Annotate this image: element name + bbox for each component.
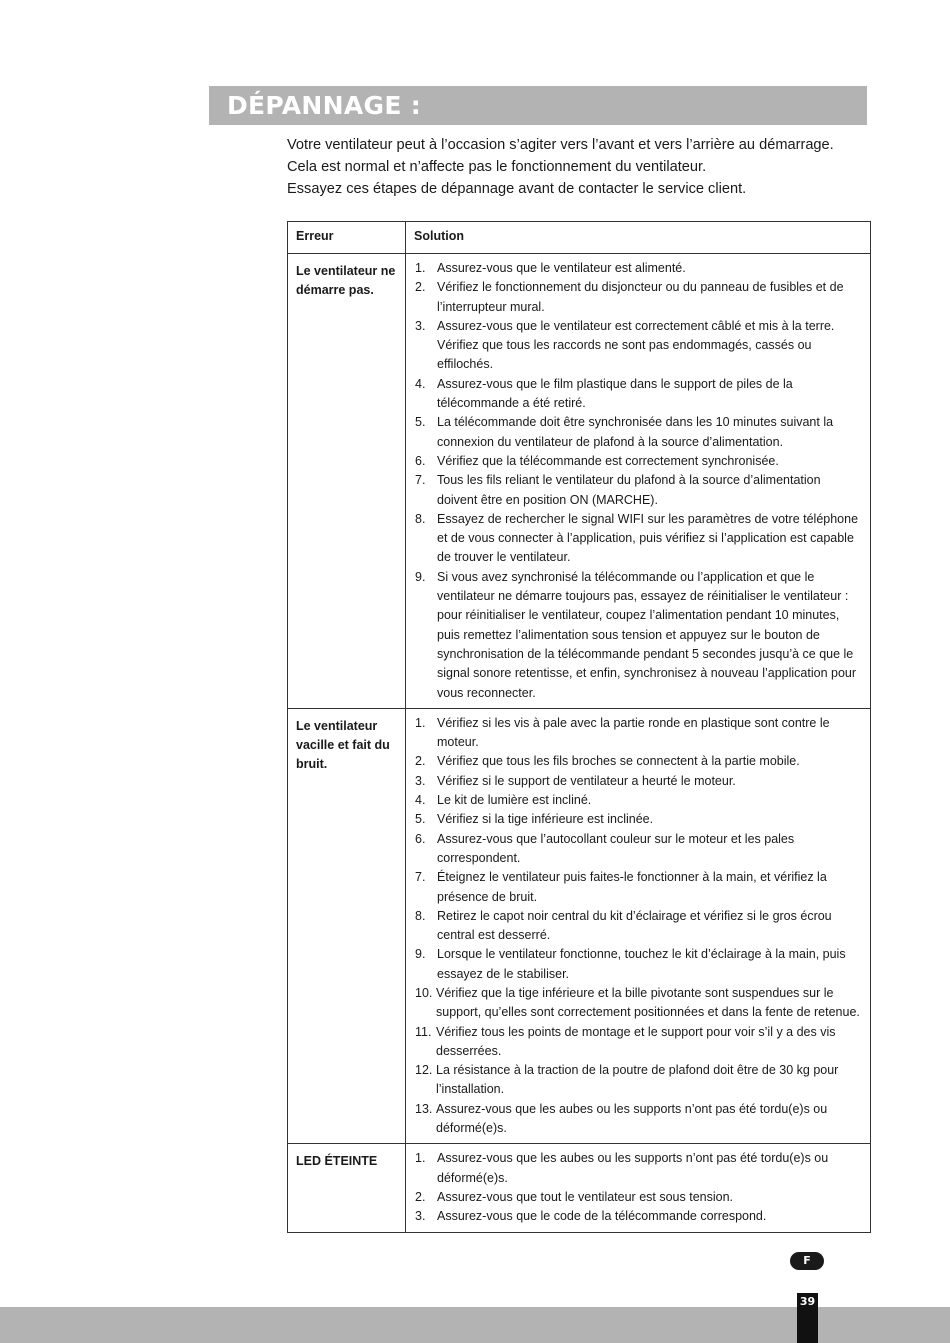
language-badge: F [790,1252,824,1270]
solution-steps [415,259,862,703]
step-number: 8. [415,908,426,923]
error-cell: Le ventilateur vacille et fait du bruit. [288,708,406,1144]
list-item [415,1207,862,1226]
column-header-error: Erreur [288,222,406,254]
step-number: 9. [415,569,426,584]
list-item [415,810,862,829]
list-item [415,375,862,414]
step-text: Vérifiez tous les points de montage et le support pour voir s’il y a des vis desserrées. [436,1024,836,1058]
step-text: Assurez-vous que l’autocollant couleur sur le moteur et les pales correspondent. [437,831,795,865]
step-text: Vérifiez que la tige inférieure et la bille pivotante sont suspendues sur le support, qu’elles sont correctement positionnées et dans la fente de retenue. [436,985,860,1020]
step-text: Vérifiez si la tige inférieure est inclinée. [437,812,654,827]
list-item [415,868,862,907]
step-number: 2. [415,754,426,769]
step-text: Éteignez le ventilateur puis faites-le fonctionner à la main, et vérifiez la présence de bruit. [437,870,827,904]
step-text: Vérifiez que la télécommande est correctement synchronisée. [437,453,779,468]
intro-text [287,134,887,200]
step-number: 13. [415,1101,433,1116]
list-item [415,471,862,510]
list-item [415,714,862,753]
step-number: 10. [415,985,433,1000]
step-number: 5. [415,415,426,430]
column-header-solution: Solution [406,222,871,254]
step-text: Assurez-vous que le ventilateur est correctement câblé et mis à la terre. Vérifiez que tous les raccords ne sont pas endommagés, cassés ou effilochés. [437,318,835,372]
step-text: Assurez-vous que les aubes ou les supports n’ont pas été tordu(e)s ou déformé(e)s. [436,1101,828,1136]
list-item [415,791,862,810]
step-text: Lorsque le ventilateur fonctionne, touchez le kit d’éclairage à la main, puis essayez de le stabiliser. [437,947,846,981]
intro-line: Cela est normal et n’affecte pas le fonctionnement du ventilateur. [287,159,707,175]
step-number: 9. [415,947,426,962]
intro-line: Votre ventilateur peut à l’occasion s’agiter vers l’avant et vers l’arrière au démarrage. [287,137,834,153]
list-item [415,1023,862,1062]
list-item [415,568,862,703]
intro-line: Essayez ces étapes de dépannage avant de contacter le service client. [287,181,747,197]
list-item [415,510,862,568]
table-row [288,1144,871,1232]
list-item [415,984,862,1023]
list-item [415,907,862,946]
step-text: Le kit de lumière est incliné. [437,793,592,808]
error-cell: Le ventilateur ne démarre pas. [288,254,406,709]
table-row [288,708,871,1144]
step-number: 3. [415,773,426,788]
step-text: Assurez-vous que le film plastique dans le support de piles de la télécommande a été retiré. [437,376,793,411]
list-item [415,278,862,317]
step-number: 2. [415,280,426,295]
table-header-row [288,222,871,254]
page-title: DÉPANNAGE : [227,91,421,120]
table-row [288,254,871,709]
list-item [415,1100,862,1139]
solution-cell [406,708,871,1144]
step-text: Essayez de rechercher le signal WIFI sur les paramètres de votre téléphone et de vous connecter à l’application, puis vérifiez si l’application est capable de trouver le ventilateur. [437,511,859,565]
step-number: 12. [415,1063,433,1078]
error-cell: LED ÉTEINTE [288,1144,406,1232]
list-item [415,317,862,375]
troubleshooting-table [287,221,871,1233]
solution-cell [406,1144,871,1232]
step-number: 3. [415,318,426,333]
step-text: Assurez-vous que tout le ventilateur est sous tension. [437,1189,733,1204]
step-text: Retirez le capot noir central du kit d’éclairage et vérifiez si le gros écrou central est desserré. [437,908,832,943]
step-text: Vérifiez que tous les fils broches se connectent à la partie mobile. [437,754,800,769]
step-number: 1. [415,261,426,275]
step-number: 7. [415,473,426,488]
step-text: Assurez-vous que les aubes ou les supports n’ont pas été tordu(e)s ou déformé(e)s. [437,1151,829,1185]
step-text: Assurez-vous que le code de la télécommande correspond. [437,1209,767,1224]
step-number: 5. [415,812,426,827]
step-number: 11. [415,1024,432,1039]
step-text: Assurez-vous que le ventilateur est alimenté. [437,261,686,275]
list-item [415,1188,862,1207]
page-number: 39 [799,1295,816,1308]
page-number-tab [797,1293,818,1343]
list-item [415,452,862,471]
step-number: 6. [415,831,426,846]
step-number: 3. [415,1209,426,1224]
list-item [415,1061,862,1100]
step-number: 1. [415,715,426,730]
section-title-bar [209,86,867,125]
step-text: Vérifiez le fonctionnement du disjoncteur ou du panneau de fusibles et de l’interrupteur mural. [437,280,844,314]
step-number: 8. [415,511,426,526]
step-text: La télécommande doit être synchronisée dans les 10 minutes suivant la connexion du ventilateur de plafond à la source d’alimentation. [437,415,834,449]
step-text: Vérifiez si le support de ventilateur a heurté le moteur. [437,773,736,788]
step-number: 4. [415,376,426,391]
list-item [415,945,862,984]
step-number: 6. [415,453,426,468]
solution-steps [415,1149,862,1226]
step-text: Tous les fils reliant le ventilateur du plafond à la source d’alimentation doivent être en position ON (MARCHE). [437,473,821,507]
solution-steps [415,714,862,1139]
list-item [415,830,862,869]
step-number: 7. [415,870,426,885]
solution-cell [406,254,871,709]
list-item [415,259,862,278]
list-item [415,413,862,452]
step-text: La résistance à la traction de la poutre de plafond doit être de 30 kg pour l’installation. [436,1063,839,1097]
step-text: Si vous avez synchronisé la télécommande ou l’application et que le ventilateur ne démarre toujours pas, essayez de réinitialiser le ventilateur : pour réinitialiser le ventilateur, coupez l’alimentation pendant 10 minutes, puis remettez l’alimentation sous tension et appuyez sur le bouton de synchronisation de la télécommande pendant 5 secondes jusqu’à ce que le signal sonore retentisse, et enfin, synchronisez à nouveau l’application pour vous reconnecter. [437,569,857,700]
step-number: 1. [415,1151,426,1166]
step-text: Vérifiez si les vis à pale avec la partie ronde en plastique sont contre le moteur. [437,715,830,750]
list-item [415,752,862,771]
step-number: 4. [415,793,426,808]
list-item [415,772,862,791]
list-item [415,1149,862,1188]
step-number: 2. [415,1189,426,1204]
